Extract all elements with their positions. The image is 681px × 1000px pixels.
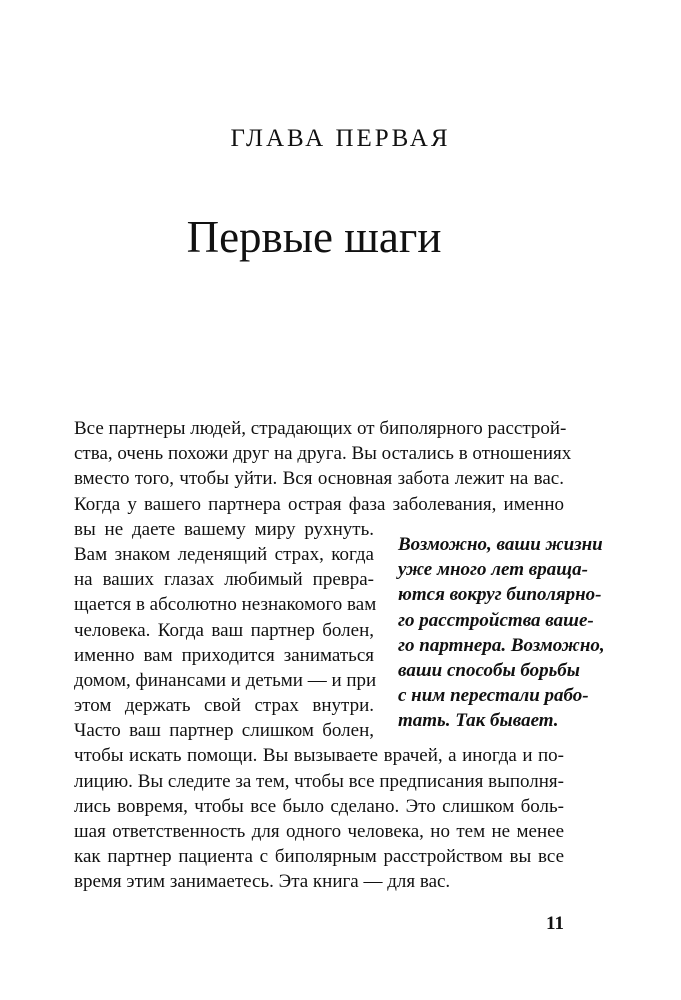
pull-quote-line: тать. Так бывает. xyxy=(398,710,559,732)
body-line: как партнер пациента с биполярным расстройством вы все xyxy=(74,846,564,868)
pull-quote-line: ются вокруг биполярно- xyxy=(398,584,602,606)
chapter-title: Первые шаги xyxy=(186,212,442,262)
pull-quote xyxy=(398,532,610,734)
body-line: лись вовремя, чтобы все было сделано. Это слишком боль- xyxy=(74,795,564,817)
pull-quote-line: Возможно, ваши жизни xyxy=(398,534,603,555)
body-line: на ваших глазах любимый превра- xyxy=(74,569,374,591)
body-line: ства, очень похожи друг на друга. Вы остались в отношениях xyxy=(74,443,572,465)
body-line: этом держать свой страх внутри. xyxy=(74,695,374,717)
body-line: лицию. Вы следите за тем, чтобы все предписания выполня- xyxy=(74,770,564,792)
body-line: Все партнеры людей, страдающих от биполярного расстрой- xyxy=(74,418,567,439)
body-line: человека. Когда ваш партнер болен, xyxy=(74,619,374,641)
body-line: вы не даете вашему миру рухнуть. xyxy=(74,518,374,540)
body-line: Вам знаком леденящий страх, когда xyxy=(74,543,374,565)
pull-quote-line: го расстройства ваше- xyxy=(398,609,594,631)
body-line: домом, финансами и детьми — и при xyxy=(74,669,377,691)
body-line: Когда у вашего партнера острая фаза заболевания, именно xyxy=(74,493,564,515)
body-line: чтобы искать помощи. Вы вызываете врачей, а иногда и по- xyxy=(74,745,564,767)
body-line: время этим занимаетесь. Эта книга — для вас. xyxy=(74,871,451,893)
body-line: вместо того, чтобы уйти. Вся основная забота лежит на вас. xyxy=(74,468,564,490)
body-line: Часто ваш партнер слишком болен, xyxy=(74,720,374,742)
body-line: именно вам приходится заниматься xyxy=(74,644,374,666)
pull-quote-line: го партнера. Возможно, xyxy=(398,634,605,656)
pull-quote-line: с ним перестали рабо- xyxy=(398,685,589,707)
body-line: щается в абсолютно незнакомого вам xyxy=(74,594,377,616)
chapter-label: ГЛАВА ПЕРВАЯ xyxy=(230,125,451,152)
pull-quote-line: уже много лет враща- xyxy=(398,559,588,581)
pull-quote-line: ваши способы борьбы xyxy=(398,659,580,681)
page-number: 11 xyxy=(546,913,564,934)
body-line: шая ответственность для одного человека, но тем не менее xyxy=(74,821,564,842)
